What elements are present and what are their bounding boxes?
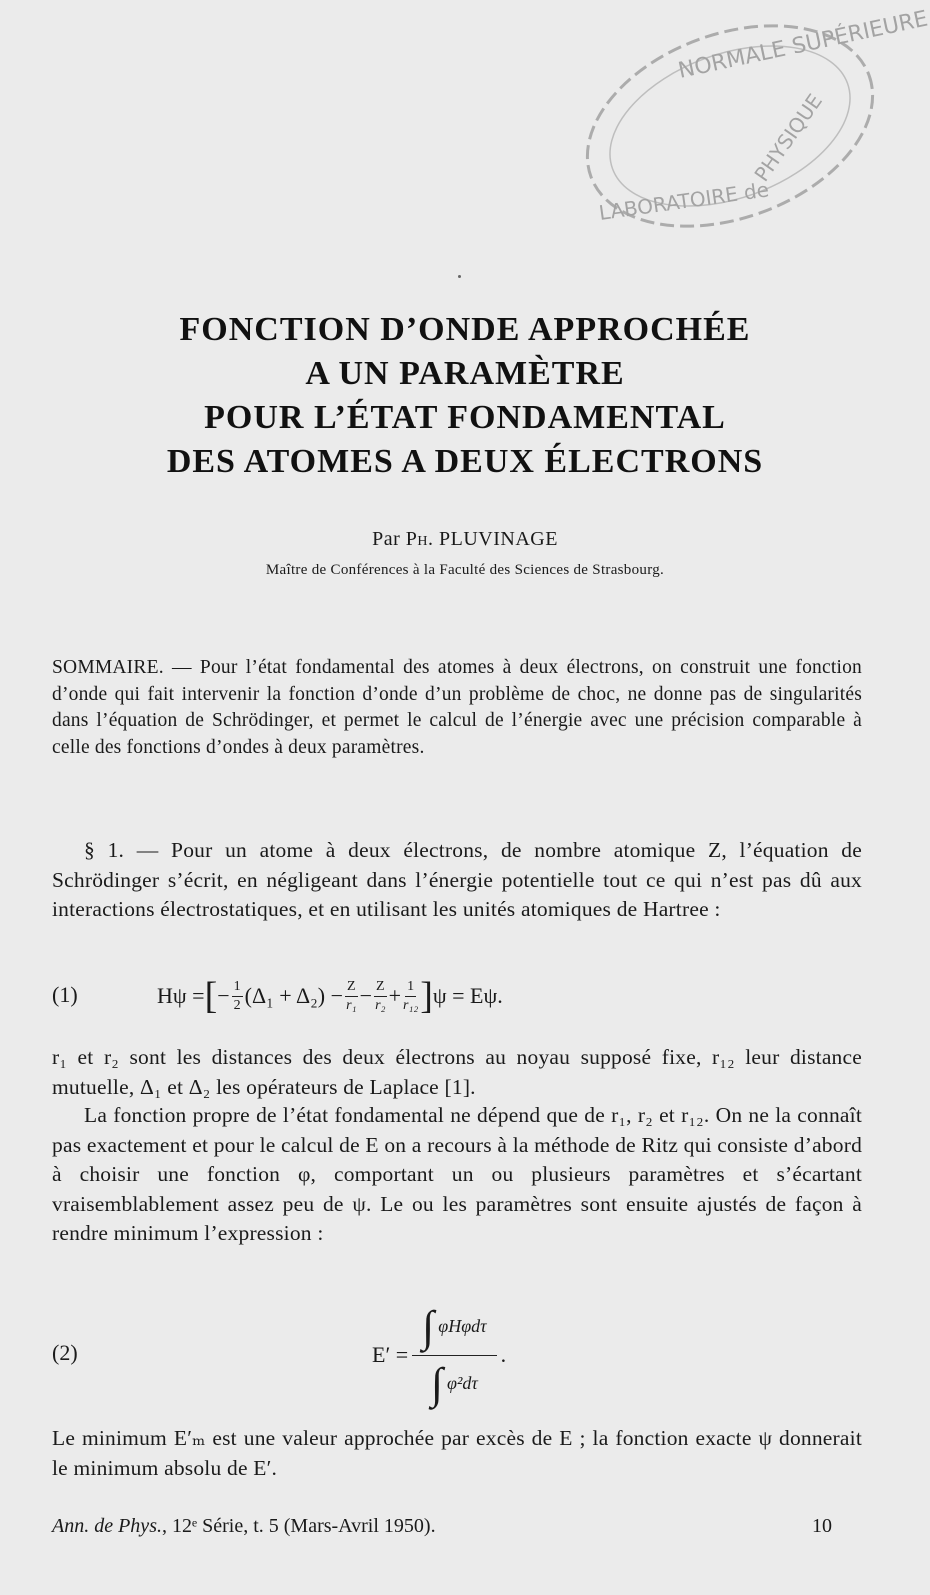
eq1-one-over-r12	[403, 978, 418, 1015]
eq1-z-over-r1	[345, 978, 358, 1015]
stamp-text-bottom: LABORATOIRE de	[597, 177, 771, 225]
equation-1	[52, 968, 862, 1028]
journal-name: Ann. de Phys.	[52, 1515, 162, 1537]
equation-number: (1)	[52, 982, 78, 1007]
abstract: SOMMAIRE. — Pour l’état fondamental des atomes à deux électrons, on construit une fonction d’onde qui fait intervenir la fonction d’onde d’un problème de choc, ne donne pas de singularités dans l’équation de Schrödinger, et permet le calcul de l’énergie avec une précision comparable à celle des fonctions d’ondes à deux paramètres.	[52, 657, 862, 758]
integral-sign: ∫	[430, 1358, 444, 1408]
speck	[458, 275, 461, 278]
eq1-open-bracket: [	[204, 975, 218, 1017]
eq2-lhs: E′ =	[372, 1342, 409, 1367]
equation-number: (2)	[52, 1340, 78, 1365]
fraction-numerator: 1	[405, 978, 416, 997]
equation-2-formula	[372, 1300, 506, 1410]
paragraph-4: Le minimum E′ₘ est une valeur approchée par excès de E ; la fonction exacte ψ donnerait le minimum absolu de E′.	[52, 1426, 862, 1480]
eq1-minus: −	[217, 983, 230, 1008]
eq1-rhs: ψ = Eψ.	[432, 983, 503, 1008]
fraction-numerator: Z	[374, 978, 387, 997]
stamp-text-top: NORMALE SUPÉRIEURE	[676, 6, 930, 84]
denominator-expr: φ²dτ	[447, 1373, 478, 1393]
title-line-2: A UN PARAMÈTRE	[305, 355, 625, 392]
eq1-close-bracket: ]	[420, 975, 433, 1017]
journal-details: , 12ᵉ Série, t. 5 (Mars-Avril 1950).	[161, 1515, 436, 1537]
author-line	[0, 528, 930, 551]
page-number: 10	[812, 1515, 832, 1537]
fraction-denominator: r₁	[346, 997, 357, 1013]
eq2-fraction	[412, 1301, 496, 1408]
author-affiliation: Maître de Conférences à la Faculté des Sciences de Strasbourg.	[265, 562, 665, 578]
title-line-4: DES ATOMES A DEUX ÉLECTRONS	[166, 443, 764, 480]
paragraph-2: r₁ et r₂ sont les distances des deux électrons au noyau supposé fixe, r₁₂ leur distance mutuelle, Δ₁ et Δ₂ les opérateurs de Laplace [1].	[52, 1045, 862, 1099]
fraction-denominator: r₁₂	[403, 997, 419, 1013]
fraction-denominator: r₂	[375, 997, 386, 1013]
fraction-denominator	[421, 1356, 488, 1406]
paragraph-1: § 1. — Pour un atome à deux électrons, de nombre atomique Z, l’équation de Schrödinger s’écrit, en négligeant dans l’énergie potentielle tout ce qui n’est pas dû aux interactions électrostatiques, et en utilisant les unités atomiques de Hartree :	[52, 838, 862, 921]
fraction-numerator: Z	[345, 978, 358, 997]
stamp-graphic	[560, 6, 930, 243]
equation-2	[52, 1300, 862, 1410]
eq1-half-fraction	[232, 978, 243, 1015]
equation-1-formula	[157, 968, 503, 1024]
eq1-minus-2: −	[359, 983, 373, 1008]
fraction-numerator	[412, 1301, 496, 1356]
title-line-1: FONCTION D’ONDE APPROCHÉE	[179, 311, 751, 348]
eq1-laplace: (Δ₁ + Δ₂) −	[244, 983, 344, 1008]
author-name: Ph. PLUVINAGE	[405, 528, 558, 550]
eq1-z-over-r2	[374, 978, 387, 1015]
eq2-end: .	[500, 1342, 507, 1367]
fraction-numerator: 1	[232, 978, 243, 997]
integral-sign: ∫	[422, 1301, 435, 1351]
eq1-plus: +	[388, 983, 402, 1008]
paragraph-3: La fonction propre de l’état fondamental ne dépend que de r₁, r₂ et r₁₂. On ne la connaît pas exactement et pour le calcul de E on a recours à la méthode de Ritz qui consiste d’abord à choisir une fonction φ, comportant un ou plusieurs paramètres et s’écartant vraisemblablement assez peu de ψ. Le ou les paramètres sont ensuite ajustés de façon à rendre minimum l’expression :	[52, 1103, 863, 1245]
paper-title	[0, 308, 930, 484]
library-stamp	[560, 6, 930, 243]
fraction-denominator: 2	[233, 997, 241, 1013]
page-footer	[52, 1515, 862, 1538]
stamp-text-right: PHYSIQUE	[749, 89, 827, 186]
title-line-3: POUR L’ÉTAT FONDAMENTAL	[204, 399, 726, 436]
numerator-expr: φHφdτ	[438, 1316, 487, 1336]
author-prefix: Par	[372, 528, 401, 550]
eq1-lhs: Hψ =	[157, 983, 205, 1008]
